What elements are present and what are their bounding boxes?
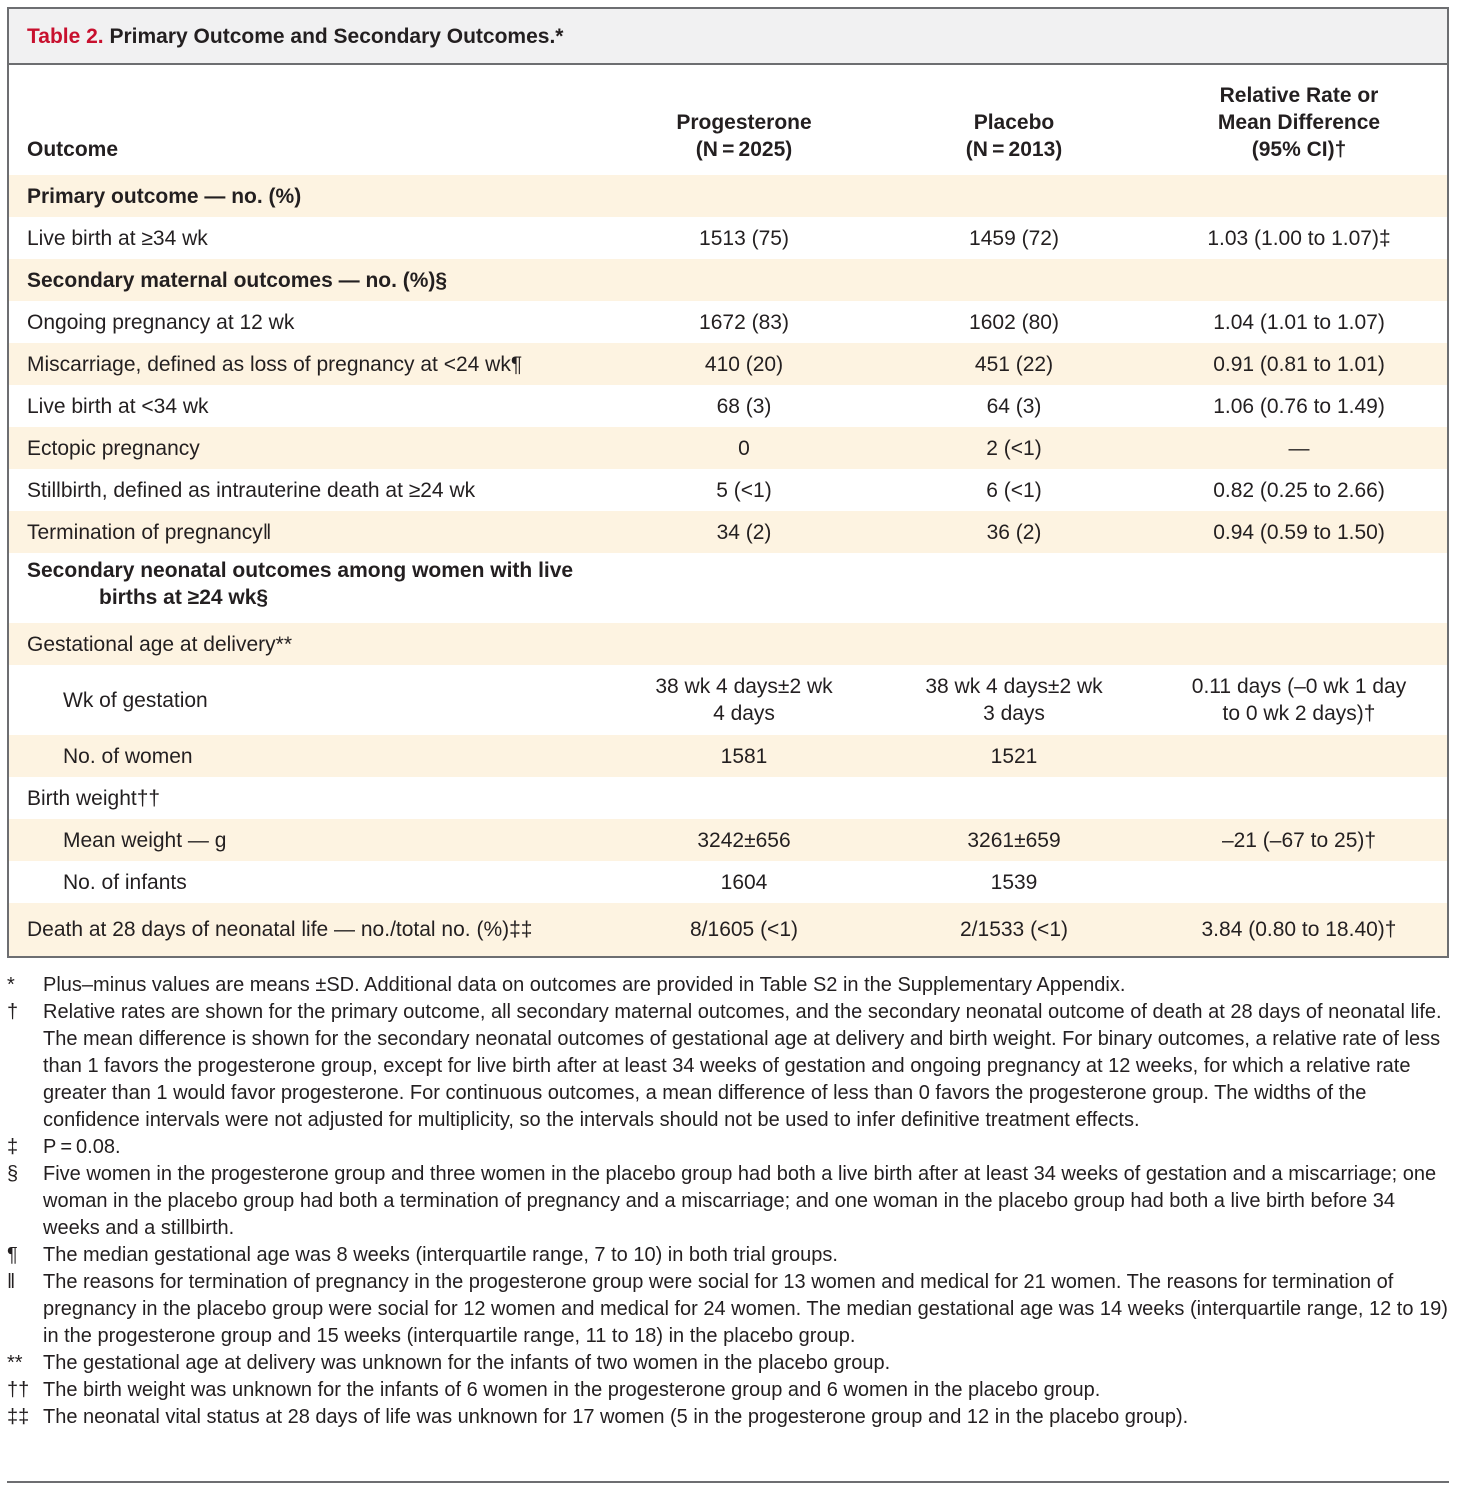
footnote	[7, 1242, 1449, 1269]
row-label: Gestational age at delivery**	[27, 632, 292, 656]
placebo-value: 451 (22)	[974, 352, 1054, 376]
table-number: Table 2.	[27, 25, 104, 48]
table-row	[9, 861, 1447, 903]
placebo-value: 6 (<1)	[986, 478, 1042, 502]
progesterone-value: 5 (<1)	[716, 478, 772, 502]
header-effect: Relative Rate or Mean Difference (95% CI)†	[1217, 84, 1381, 161]
effect-value: –21 (–67 to 25)†	[1221, 828, 1377, 852]
placebo-value: 1521	[990, 744, 1038, 768]
footnote-text: The neonatal vital status at 28 days of life was unknown for 17 women (5 in the progesterone group and 12 in the placebo group).	[43, 1406, 1189, 1428]
row-label: Stillbirth, defined as intrauterine death at ≥24 wk	[27, 478, 476, 502]
table-row	[9, 735, 1447, 777]
row-label: Death at 28 days of neonatal life — no./total no. (%)‡‡	[27, 918, 533, 941]
footnote-text: The median gestational age was 8 weeks (interquartile range, 7 to 10) in both trial groups.	[43, 1244, 838, 1266]
row-label: Primary outcome — no. (%)	[27, 184, 302, 208]
footnote-symbol: ‡‡	[7, 1406, 30, 1428]
table-row-subsection	[9, 623, 1447, 665]
table-row	[9, 427, 1447, 469]
row-label: No. of infants	[63, 870, 187, 894]
progesterone-value: 1604	[720, 870, 768, 894]
footnote	[7, 1350, 1449, 1377]
footnote	[7, 1404, 1449, 1431]
effect-value: —	[1288, 436, 1310, 460]
table-row-section	[9, 259, 1447, 301]
row-label	[27, 553, 627, 627]
footnote	[7, 972, 1449, 999]
progesterone-value: 0	[738, 436, 750, 460]
table-footnotes	[7, 972, 1449, 1431]
bottom-rule	[7, 1481, 1449, 1483]
effect-value: 1.03 (1.00 to 1.07)‡	[1207, 226, 1391, 250]
footnote-symbol: *	[7, 974, 15, 996]
row-label: Live birth at <34 wk	[27, 394, 209, 418]
table-row	[9, 301, 1447, 343]
placebo-value: 2 (<1)	[986, 436, 1042, 460]
effect-value: 0.11 days (–0 wk 1 day to 0 wk 2 days)†	[1191, 675, 1407, 725]
placebo-value: 1459 (72)	[969, 226, 1059, 250]
footnote-symbol: ¶	[7, 1244, 18, 1266]
effect-value: 3.84 (0.80 to 18.40)†	[1201, 918, 1397, 941]
footnote-text: The reasons for termination of pregnancy in the progesterone group were social for 13 women and medical for 21 women. The reasons for termination of pregnancy in the placebo group were social for 12 women and medical for 24 women. The median gestational age was 14 weeks (interquartile range, 12 to 19) in the progesterone group and 15 weeks (interquartile range, 11 to 18) in the placebo group.	[43, 1271, 1448, 1347]
footnote-symbol: ‖	[7, 1271, 16, 1293]
row-label: Secondary maternal outcomes — no. (%)§	[27, 268, 448, 292]
effect-value: 0.91 (0.81 to 1.01)	[1213, 352, 1385, 376]
footnote-symbol: §	[7, 1163, 19, 1185]
placebo-value: 1602 (80)	[969, 310, 1059, 334]
placebo-value: 36 (2)	[986, 520, 1042, 544]
footnote	[7, 1161, 1449, 1242]
progesterone-value: 1672 (83)	[699, 310, 789, 334]
footnote-text: The birth weight was unknown for the infants of 6 women in the progesterone group and 6 women in the placebo group.	[43, 1379, 1101, 1401]
row-label: Ongoing pregnancy at 12 wk	[27, 310, 295, 334]
footnote-text: The gestational age at delivery was unknown for the infants of two women in the placebo group.	[43, 1352, 891, 1374]
effect-value	[1169, 735, 1429, 777]
effect-value	[1169, 861, 1429, 903]
table-row-section	[9, 175, 1447, 217]
progesterone-value: 38 wk 4 days±2 wk 4 days	[655, 675, 833, 725]
table-row	[9, 469, 1447, 511]
footnote	[7, 1134, 1449, 1161]
effect-value: 0.94 (0.59 to 1.50)	[1213, 520, 1385, 544]
row-label: Wk of gestation	[63, 688, 208, 712]
row-label: Live birth at ≥34 wk	[27, 226, 208, 250]
progesterone-value: 1513 (75)	[699, 226, 789, 250]
placebo-value: 64 (3)	[986, 394, 1042, 418]
header-placebo: Placebo (N = 2013)	[965, 111, 1063, 161]
footnote	[7, 1269, 1449, 1350]
table-row-subsection	[9, 777, 1447, 819]
effect-value: 1.06 (0.76 to 1.49)	[1213, 394, 1385, 418]
progesterone-value: 410 (20)	[704, 352, 784, 376]
footnote-text: Relative rates are shown for the primary outcome, all secondary maternal outcomes, and the secondary neonatal outcome of death at 28 days of neonatal life. The mean difference is shown for the secondary neonatal outcomes of gestational age at delivery and birth weight. For binary outcomes, a relative rate of less than 1 favors the progesterone group, except for live birth after at least 34 weeks of gestation and ongoing pregnancy at 12 weeks, for which a relative rate greater than 1 would favor progesterone. For continuous outcomes, a mean difference of less than 0 favors the progesterone group. The widths of the confidence intervals were not adjusted for multiplicity, so the intervals should not be used to infer definitive treatment effects.	[43, 1001, 1442, 1131]
table-row	[9, 385, 1447, 427]
row-label: Ectopic pregnancy	[27, 436, 200, 460]
progesterone-value: 68 (3)	[716, 394, 772, 418]
footnote-symbol: ‡	[7, 1136, 19, 1158]
table-row	[9, 343, 1447, 385]
progesterone-value: 3242±656	[697, 828, 791, 852]
placebo-value: 2/1533 (<1)	[960, 918, 1068, 941]
progesterone-value: 1581	[720, 744, 768, 768]
effect-value: 0.82 (0.25 to 2.66)	[1213, 478, 1385, 502]
placebo-value: 3261±659	[967, 828, 1061, 852]
effect-value: 1.04 (1.01 to 1.07)	[1213, 310, 1385, 334]
table-row	[9, 217, 1447, 259]
table-row	[9, 819, 1447, 861]
table-row-section	[9, 553, 1447, 623]
placebo-value: 1539	[990, 870, 1038, 894]
footnote-symbol: **	[7, 1352, 23, 1374]
row-label-line2: births at ≥24 wk§	[99, 586, 269, 609]
outcomes-table	[7, 7, 1449, 958]
row-label: Birth weight††	[27, 786, 161, 810]
footnote-symbol: ††	[7, 1379, 30, 1401]
header-progesterone: Progesterone (N = 2025)	[676, 111, 812, 161]
progesterone-value: 34 (2)	[716, 520, 772, 544]
header-outcome: Outcome	[27, 138, 119, 161]
placebo-value: 38 wk 4 days±2 wk 3 days	[925, 675, 1103, 725]
row-label: Miscarriage, defined as loss of pregnancy at <24 wk¶	[27, 352, 523, 376]
table-title-text: Primary Outcome and Secondary Outcomes.*	[109, 25, 564, 48]
table-row	[9, 903, 1447, 956]
row-label: No. of women	[63, 744, 193, 768]
table-header-row	[9, 65, 1447, 175]
row-label: Mean weight — g	[63, 828, 227, 852]
footnote-text: Plus–minus values are means ±SD. Additional data on outcomes are provided in Table S2 in the Supplementary Appendix.	[43, 974, 1126, 996]
progesterone-value: 8/1605 (<1)	[690, 918, 798, 941]
footnote-text: P = 0.08.	[43, 1136, 121, 1158]
footnote-symbol: †	[7, 1001, 19, 1023]
footnote	[7, 999, 1449, 1134]
footnote	[7, 1377, 1449, 1404]
row-label-line1: Secondary neonatal outcomes among women with live	[27, 559, 574, 582]
footnote-text: Five women in the progesterone group and three women in the placebo group had both a live birth after at least 34 weeks of gestation and a miscarriage; one woman in the placebo group had both a termination of pregnancy and a miscarriage; and one woman in the placebo group had both a live birth before 34 weeks and a stillbirth.	[43, 1163, 1437, 1239]
table-title	[9, 9, 1447, 65]
table-row	[9, 511, 1447, 553]
table-row	[9, 665, 1447, 735]
row-label: Termination of pregnancy‖	[27, 520, 272, 544]
